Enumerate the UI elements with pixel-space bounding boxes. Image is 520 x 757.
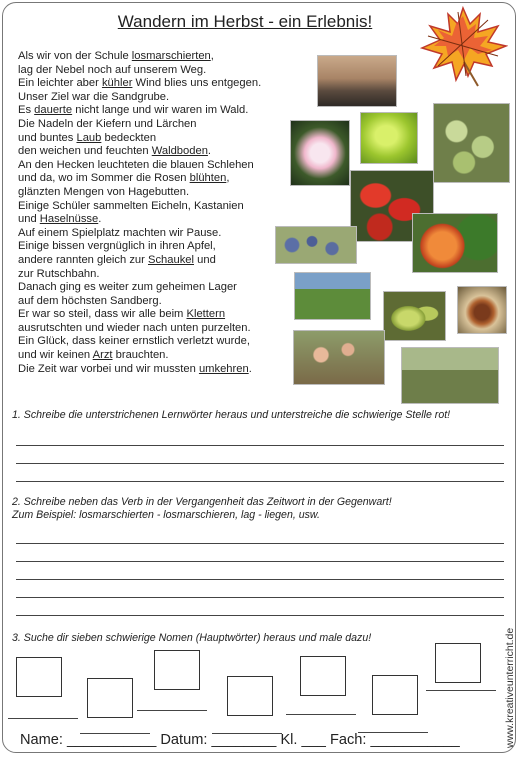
task-2-line-1: 2. Schreibe neben das Verb in der Vergangenheit das Zeitwort in der Gegenwart! bbox=[12, 496, 392, 508]
answer-line[interactable] bbox=[16, 463, 504, 464]
story-text-segment: Es bbox=[18, 104, 35, 117]
story-text-segment: Einige Schüler sammelten Eicheln, Kastanien bbox=[18, 199, 244, 212]
story-line bbox=[18, 335, 288, 349]
task-3-instruction: 3. Suche dir sieben schwierige Nomen (Hauptwörter) heraus und male dazu! bbox=[12, 632, 372, 644]
learning-word: Laub bbox=[76, 131, 102, 144]
story-line bbox=[18, 363, 288, 377]
story-text-segment: An den Hecken leuchteten die blauen Schlehen bbox=[18, 158, 254, 171]
footer-fields[interactable]: Name: ___________ Datum: ________ Kl. ___ Fach: ___________ bbox=[20, 732, 460, 748]
acorns-photo bbox=[383, 291, 446, 341]
story-text-segment: Ein Glück, dass keiner ernstlich verletzt wurde, bbox=[18, 335, 250, 348]
children-climbing-photo bbox=[293, 330, 385, 385]
story-line bbox=[18, 308, 288, 322]
story-line bbox=[18, 50, 288, 64]
story-text-segment: glänzten Mengen von Hagebutten. bbox=[18, 185, 190, 198]
drawing-box[interactable] bbox=[227, 676, 273, 716]
story-text-segment: Wind blies uns entgegen. bbox=[132, 77, 262, 90]
story-line bbox=[18, 172, 288, 186]
task-1-instruction: 1. Schreibe die unterstrichenen Lernwörter heraus und unterstreiche die schwierige Stelle rot! bbox=[12, 409, 451, 421]
story-text-segment: , bbox=[226, 172, 230, 185]
story-line bbox=[18, 240, 288, 254]
learning-word: Klettern bbox=[186, 308, 226, 321]
blackthorn-berries-photo bbox=[275, 226, 357, 264]
drawing-box[interactable] bbox=[435, 643, 481, 683]
task-2-example: Zum Beispiel: losmarschierten - losmarschieren, lag - liegen, usw. bbox=[12, 509, 320, 521]
apples-photo bbox=[412, 213, 498, 273]
learning-word: blühten bbox=[189, 172, 227, 185]
word-line[interactable] bbox=[426, 690, 496, 691]
story-text-segment: Auf einem Spielplatz machten wir Pause. bbox=[18, 226, 222, 239]
learning-word: Haselnüsse bbox=[39, 213, 99, 226]
website-credit: www.kreativeunterricht.de bbox=[504, 627, 516, 748]
story-text-segment: andere rannten gleich zur bbox=[18, 253, 148, 266]
story-text-segment: Einige bissen vergnüglich in ihren Apfel, bbox=[18, 240, 216, 253]
story-text-segment: , bbox=[210, 50, 214, 62]
story-text-segment: und da, wo im Sommer die Rosen bbox=[18, 172, 190, 185]
story-line bbox=[18, 186, 288, 200]
story-text-segment: und buntes bbox=[18, 131, 77, 144]
answer-line[interactable] bbox=[16, 481, 504, 482]
children-hiking-photo bbox=[401, 347, 499, 404]
answer-line[interactable] bbox=[16, 579, 504, 580]
story-line bbox=[18, 104, 288, 118]
story-text-segment: und wir keinen bbox=[18, 349, 93, 362]
story-line bbox=[18, 77, 288, 91]
story-line bbox=[18, 281, 288, 295]
story-line bbox=[18, 64, 288, 78]
drawing-box[interactable] bbox=[16, 657, 62, 697]
story-text-segment: nicht lange und wir waren im Wald. bbox=[72, 104, 249, 117]
story-text-segment: . bbox=[248, 362, 252, 375]
story-line bbox=[18, 322, 288, 336]
story-text-segment: und bbox=[194, 253, 216, 266]
hazelnuts-photo bbox=[433, 103, 510, 183]
learning-word: umkehren bbox=[198, 362, 249, 375]
answer-line[interactable] bbox=[16, 597, 504, 598]
story-line bbox=[18, 268, 288, 282]
story-text-segment: lag der Nebel noch auf unserem Weg. bbox=[18, 63, 207, 76]
story-text-segment: Danach ging es weiter zum geheimen Lager bbox=[18, 281, 237, 294]
story-text-segment: zur Rutschbahn. bbox=[18, 267, 100, 280]
word-line[interactable] bbox=[8, 718, 78, 719]
learning-word: Schaukel bbox=[147, 253, 195, 266]
learning-word: kühler bbox=[101, 77, 133, 90]
story-text-segment: brauchten. bbox=[112, 349, 169, 362]
word-line[interactable] bbox=[286, 714, 356, 715]
story-text-segment: und bbox=[18, 213, 40, 226]
insect-on-leaf-photo bbox=[360, 112, 418, 164]
word-line[interactable] bbox=[137, 710, 207, 711]
story-line bbox=[18, 200, 288, 214]
rose-blossom-photo bbox=[290, 120, 350, 186]
story-line bbox=[18, 254, 288, 268]
story-line bbox=[18, 349, 288, 363]
drawing-box[interactable] bbox=[87, 678, 133, 718]
story-text-segment: Die Zeit war vorbei und wir mussten bbox=[18, 362, 199, 375]
story-text bbox=[18, 50, 288, 376]
story-text-segment: . bbox=[207, 145, 212, 158]
story-text-segment: Als wir von der Schule bbox=[18, 50, 132, 62]
chestnuts-photo bbox=[457, 286, 507, 334]
story-text-segment: bedeckten bbox=[101, 131, 157, 144]
playground-swing-photo bbox=[294, 272, 371, 320]
answer-line[interactable] bbox=[16, 445, 504, 446]
drawing-box[interactable] bbox=[300, 656, 346, 696]
task-2-instruction bbox=[12, 496, 392, 522]
story-text-segment: ausrutschten und wieder nach unten purzelten. bbox=[18, 321, 251, 334]
drawing-box[interactable] bbox=[154, 650, 200, 690]
story-line bbox=[18, 91, 288, 105]
learning-word: Arzt bbox=[92, 349, 113, 362]
story-line bbox=[18, 213, 288, 227]
drawing-box[interactable] bbox=[372, 675, 418, 715]
story-line bbox=[18, 118, 288, 132]
learning-word: Waldboden bbox=[151, 145, 208, 158]
story-text-segment: . bbox=[98, 213, 102, 226]
story-text-segment: auf dem höchsten Sandberg. bbox=[18, 294, 162, 307]
answer-line[interactable] bbox=[16, 615, 504, 616]
autumn-leaf-image bbox=[418, 6, 508, 88]
answer-line[interactable] bbox=[16, 561, 504, 562]
story-line bbox=[18, 145, 288, 159]
story-line bbox=[18, 132, 288, 146]
story-line bbox=[18, 295, 288, 309]
page-title: Wandern im Herbst - ein Erlebnis! bbox=[117, 12, 373, 31]
story-text-segment: Die Nadeln der Kiefern und Lärchen bbox=[18, 117, 197, 130]
fog-sunrise-photo bbox=[317, 55, 397, 107]
story-text-segment: Er war so steil, dass wir alle beim bbox=[18, 308, 187, 321]
story-text-segment: Ein leichter aber bbox=[18, 77, 102, 90]
learning-word: losmarschierten bbox=[131, 50, 211, 62]
answer-line[interactable] bbox=[16, 543, 504, 544]
story-text-segment: den weichen und feuchten bbox=[18, 145, 152, 158]
story-line bbox=[18, 159, 288, 173]
story-line bbox=[18, 227, 288, 241]
story-text-segment: Unser Ziel war die Sandgrube. bbox=[18, 90, 170, 103]
learning-word: dauerte bbox=[34, 104, 73, 117]
